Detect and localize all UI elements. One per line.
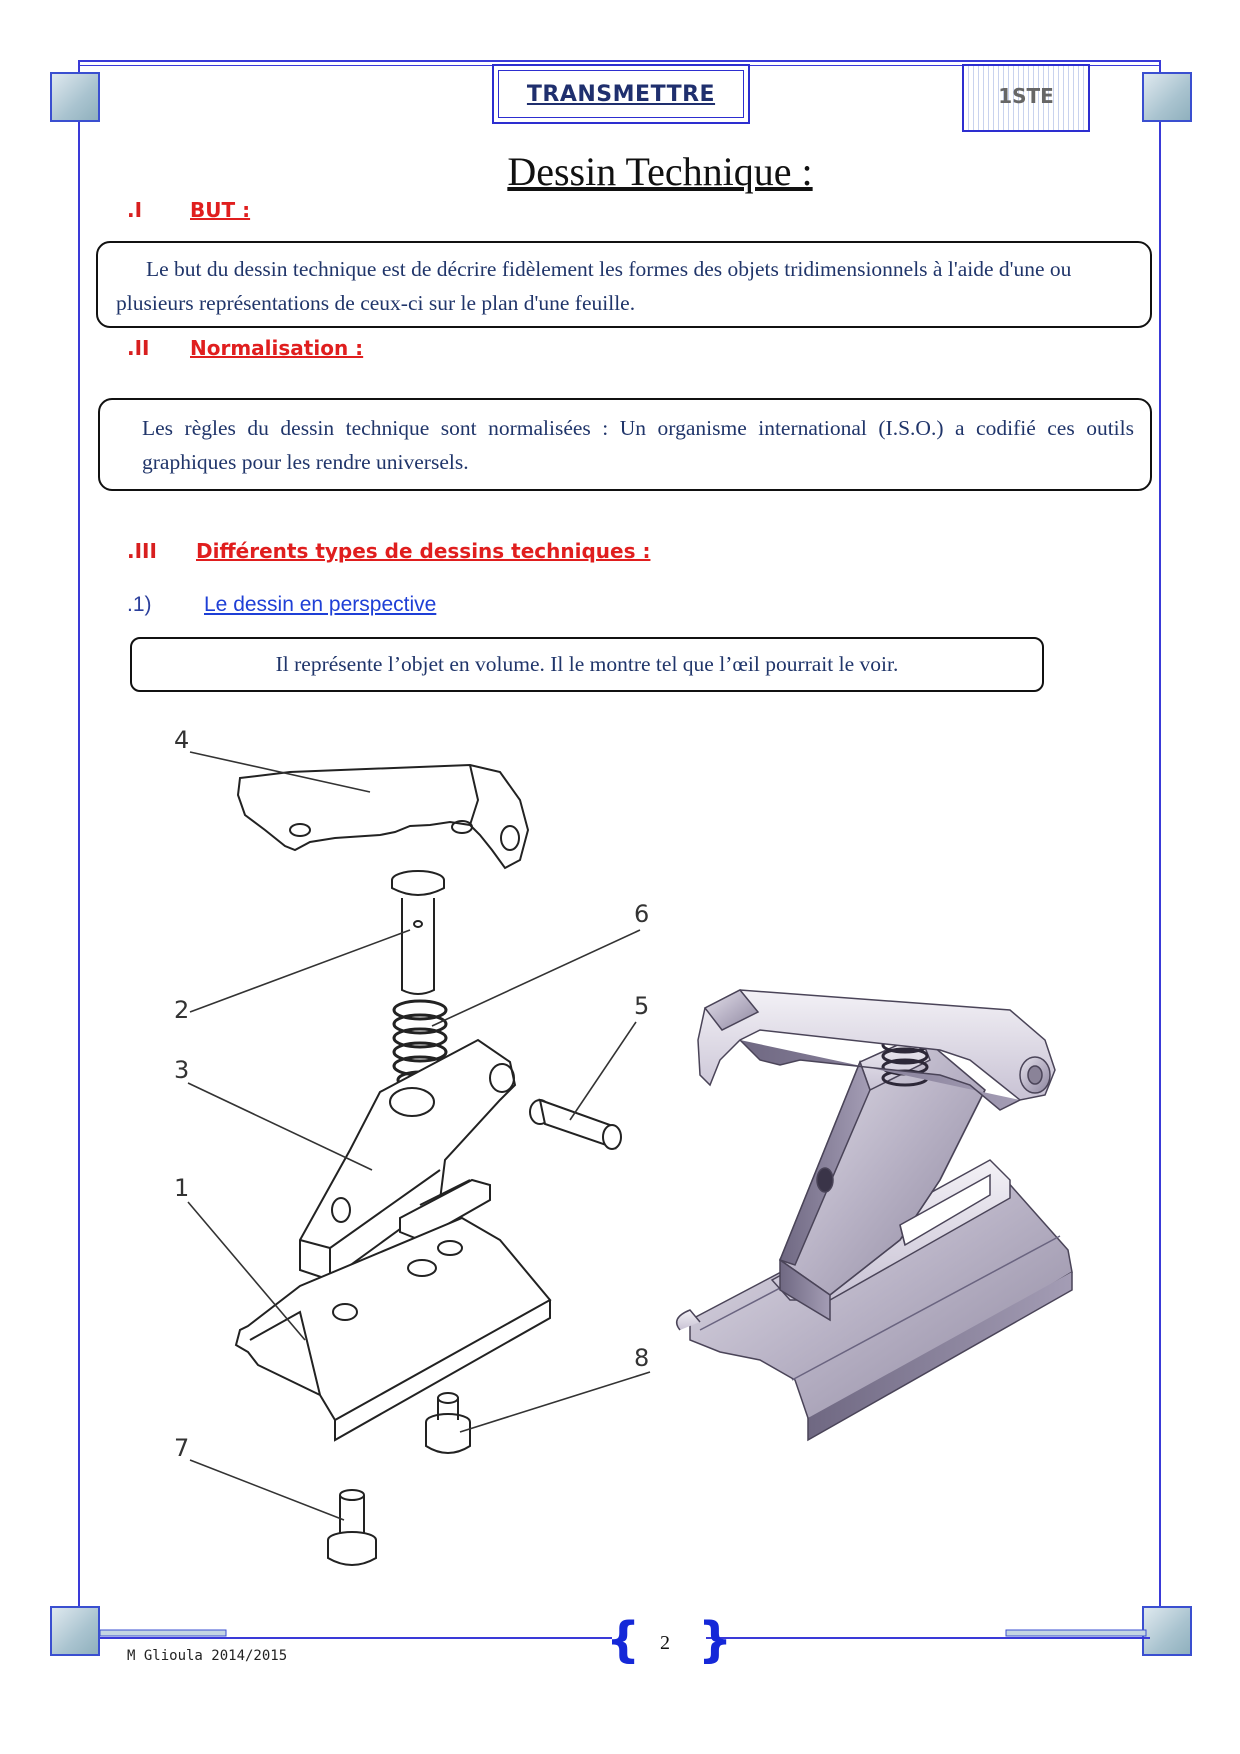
page-number-left-bracket: {	[606, 1612, 641, 1668]
part-2-pin	[392, 871, 444, 994]
part-label-8: 8	[634, 1344, 650, 1372]
part-8-screw	[426, 1393, 470, 1453]
footer-author: M Glioula 2014/2015	[127, 1648, 288, 1664]
subsection-number: .1)	[127, 593, 152, 616]
subsection-text: Il représente l’objet en volume. Il le montre tel que l’œil pourrait le voir.	[275, 652, 899, 676]
subsection-title[interactable]: Le dessin en perspective	[204, 593, 437, 616]
part-label-6: 6	[634, 900, 650, 928]
assembled-3d-render	[677, 990, 1072, 1440]
part-5-pin	[530, 1100, 621, 1149]
section-1-text: Le but du dessin technique est de décrire fidèlement les formes des objets tridimensionnels à l'aide d'une ou plusieurs représentations de ceux-ci sur le plan d'une feuille.	[116, 257, 1072, 315]
part-label-7: 7	[174, 1434, 190, 1462]
section-2-text: Les règles du dessin technique sont normalisées : Un organisme international (I.S.O.) a codifié ces outils graphiques pour les rendre universels.	[142, 416, 1134, 474]
section-1-title: BUT :	[190, 198, 251, 222]
part-label-1: 1	[174, 1174, 190, 1202]
part-4-lever	[238, 765, 528, 868]
section-3-title: Différents types de dessins techniques :	[196, 539, 651, 563]
part-7-screw	[328, 1490, 376, 1565]
page-number: 2	[660, 1632, 670, 1654]
part-label-3: 3	[174, 1056, 190, 1084]
section-2-number: .II	[127, 336, 150, 360]
part-label-5: 5	[634, 992, 650, 1020]
part-label-2: 2	[174, 996, 190, 1024]
subject-title: TRANSMETTRE	[526, 82, 716, 107]
section-3-number: .III	[127, 539, 157, 563]
page-title: Dessin Technique :	[507, 149, 813, 194]
part-1-base	[236, 1218, 550, 1440]
section-2-title: Normalisation :	[190, 336, 364, 360]
part-label-4: 4	[174, 726, 190, 754]
page-number-right-bracket: }	[698, 1612, 733, 1668]
class-level-label: 1STE	[998, 84, 1054, 108]
exploded-view-drawing	[236, 765, 621, 1565]
section-1-number: .I	[127, 198, 143, 222]
